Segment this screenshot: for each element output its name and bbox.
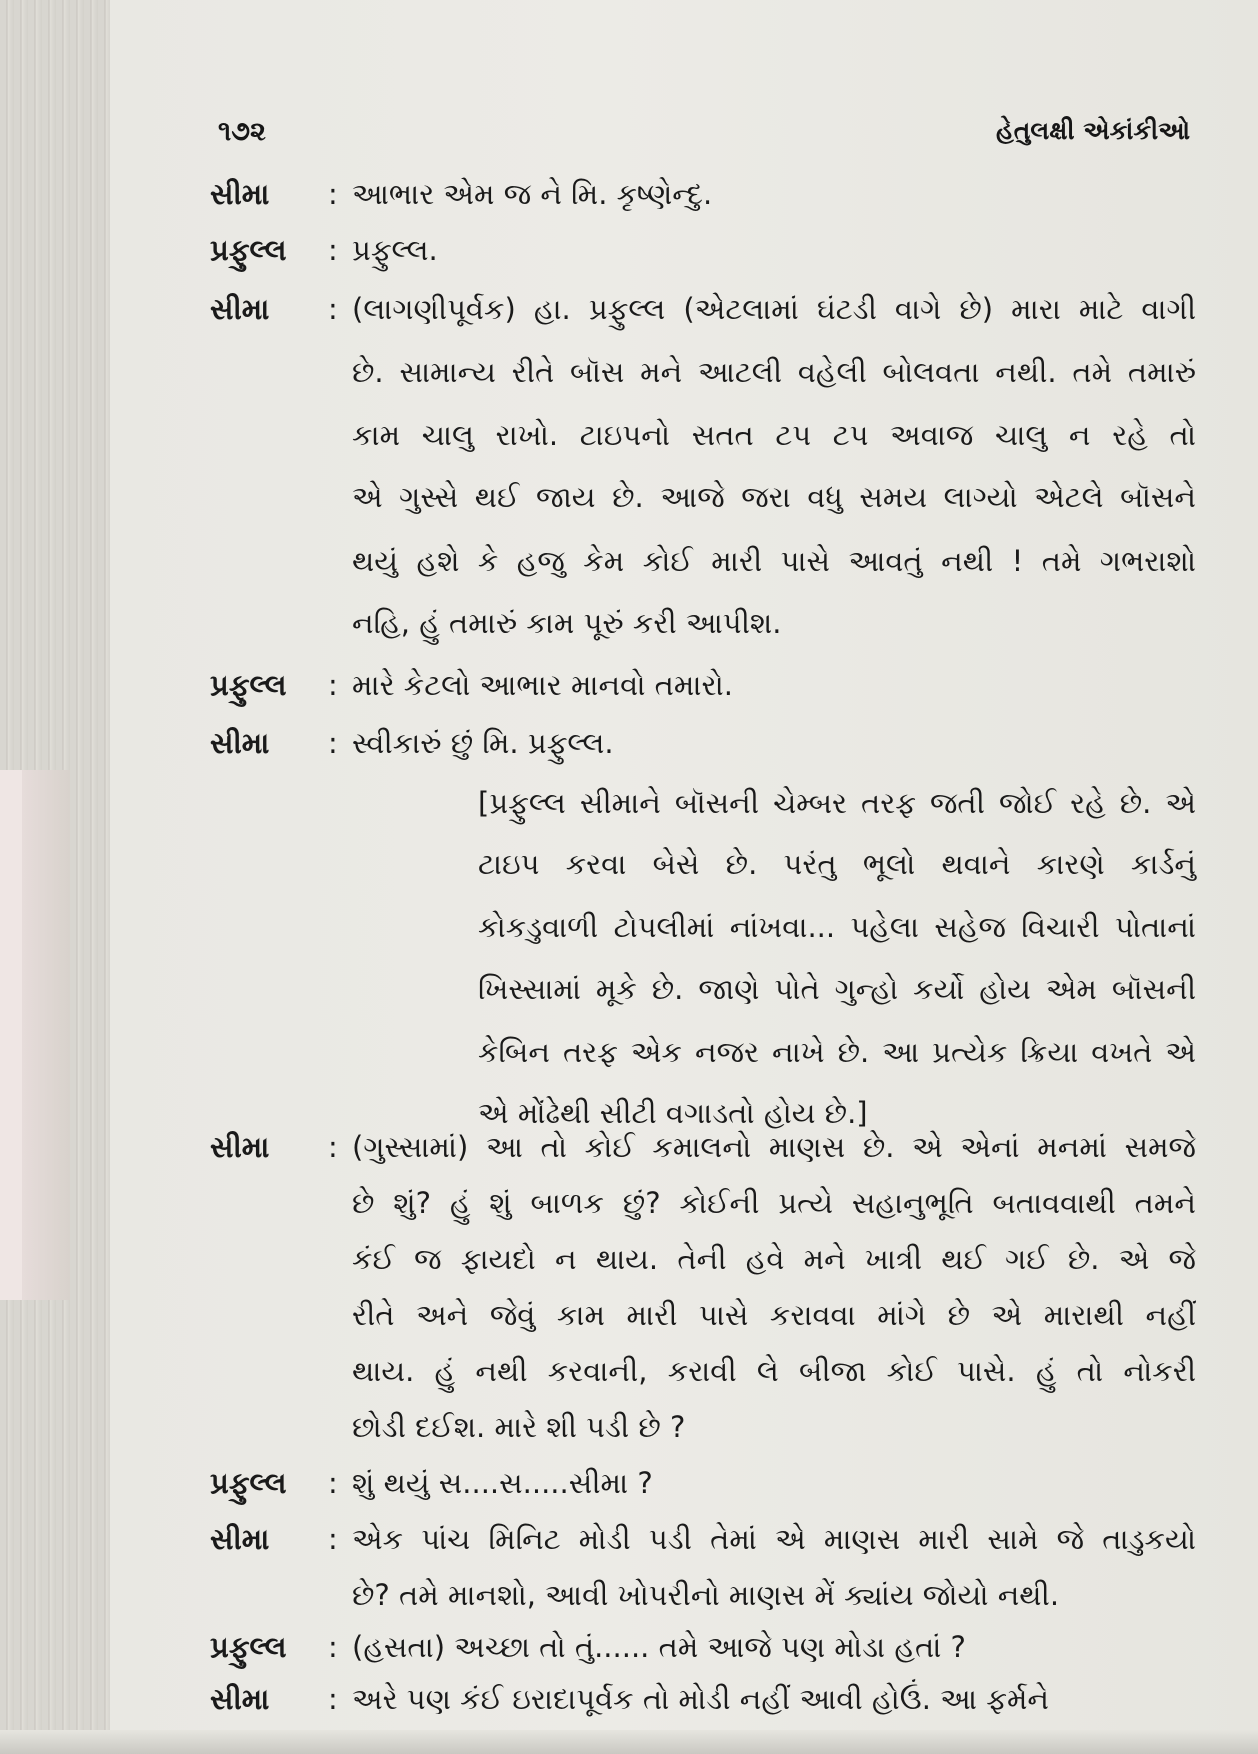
speaker-name: પ્રફુલ્લ xyxy=(210,233,287,267)
speaker-name: સીમા xyxy=(210,1682,270,1716)
speaker-name: સીમા xyxy=(210,726,270,760)
dialogue-text: અરે પણ કંઈ ઇરાદાપૂર્વક તો મોડી નહીં આવી હોઉં. આ ફર્મને xyxy=(352,1682,1050,1716)
speaker-colon: : xyxy=(328,1630,338,1664)
speaker-colon: : xyxy=(328,1466,338,1500)
dialogue-text: (લાગણીપૂર્વક) હા. પ્રફુલ્લ (એટલામાં ઘંટડી વાગે છે) મારા માટે વાગી xyxy=(352,292,1196,326)
dialogue-line xyxy=(210,1682,1196,1732)
dialogue-text: પ્રફુલ્લ. xyxy=(352,233,438,267)
speaker-name: સીમા xyxy=(210,1130,270,1164)
speaker-name: સીમા xyxy=(210,177,270,211)
dialogue-line xyxy=(210,668,1196,718)
dialogue-continuation: એ ગુસ્સે થઈ જાય છે. આજે જરા વધુ સમય લાગ્યો એટલે બૉસને xyxy=(352,480,1196,514)
dialogue-text: મારે કેટલો આભાર માનવો તમારો. xyxy=(352,668,733,702)
dialogue-continuation: છે? તમે માનશો, આવી ખોપરીનો માણસ મેં ક્યાંય જોયો નથી. xyxy=(352,1578,1060,1612)
speaker-colon: : xyxy=(328,292,338,326)
dialogue-line xyxy=(210,1130,1196,1180)
page-number: ૧૭૨ xyxy=(218,116,266,147)
speaker-name: સીમા xyxy=(210,292,270,326)
stage-direction: ખિસ્સામાં મૂકે છે. જાણે પોતે ગુન્હો કર્યો હોય એમ બૉસની xyxy=(478,972,1196,1006)
speaker-colon: : xyxy=(328,726,338,760)
page-header xyxy=(218,116,1190,156)
dialogue-text: એક પાંચ મિનિટ મોડી પડી તેમાં એ માણસ મારી સામે જે તાડુકયો xyxy=(352,1522,1196,1556)
dialogue-line xyxy=(210,233,1196,283)
dialogue-continuation: છે. સામાન્ય રીતે બૉસ મને આટલી વહેલી બોલવતા નથી. તમે તમારું xyxy=(352,355,1196,389)
speaker-name: પ્રફુલ્લ xyxy=(210,668,287,702)
stage-direction: [પ્રફુલ્લ સીમાને બૉસની ચેમ્બર તરફ જતી જોઈ રહે છે. એ xyxy=(478,786,1196,820)
page-edge-tab-shadow xyxy=(22,770,70,1300)
dialogue-continuation: કામ ચાલુ રાખો. ટાઇપનો સતત ટપ ટપ અવાજ ચાલુ ન રહે તો xyxy=(352,418,1196,452)
speaker-name: પ્રફુલ્લ xyxy=(210,1630,287,1664)
dialogue-line xyxy=(210,292,1196,342)
dialogue-line xyxy=(210,1466,1196,1516)
speaker-colon: : xyxy=(328,1682,338,1716)
dialogue-continuation: છે શું? હું શું બાળક છું? કોઈની પ્રત્યે સહાનુભૂતિ બતાવવાથી તમને xyxy=(352,1186,1196,1220)
dialogue-text: સ્વીકારું છું મિ. પ્રફુલ્લ. xyxy=(352,726,614,760)
speaker-name: સીમા xyxy=(210,1522,270,1556)
dialogue-line xyxy=(210,1630,1196,1680)
speaker-name: પ્રફુલ્લ xyxy=(210,1466,287,1500)
dialogue-text: આભાર એમ જ ને મિ. કૃષ્ણેન્દુ. xyxy=(352,177,713,211)
dialogue-text: (ગુસ્સામાં) આ તો કોઈ કમાલનો માણસ છે. એ એનાં મનમાં સમજે xyxy=(352,1130,1196,1164)
dialogue-continuation: છોડી દઈશ. મારે શી પડી છે ? xyxy=(352,1410,686,1444)
speaker-colon: : xyxy=(328,177,338,211)
dialogue-text: શું થયું સ....સ.....સીમા ? xyxy=(352,1466,653,1500)
page-bottom-edge xyxy=(0,1730,1258,1754)
page-edge-tab xyxy=(0,770,22,1300)
dialogue-line xyxy=(210,1522,1196,1572)
dialogue-text: (હસતા) અચ્છા તો તું...... તમે આજે પણ મોડા હતાં ? xyxy=(352,1630,966,1664)
speaker-colon: : xyxy=(328,233,338,267)
stage-direction: કોકડુવાળી ટોપલીમાં નાંખવા... પહેલા સહેજ વિચારી પોતાનાં xyxy=(478,910,1196,944)
running-title: હેતુલક્ષી એકાંકીઓ xyxy=(995,116,1190,145)
speaker-colon: : xyxy=(328,668,338,702)
dialogue-continuation: થાય. હું નથી કરવાની, કરાવી લે બીજા કોઈ પાસે. હું તો નોકરી xyxy=(352,1354,1196,1388)
stage-direction: ટાઇપ કરવા બેસે છે. પરંતુ ભૂલો થવાને કારણે કાર્ડનું xyxy=(478,847,1196,881)
dialogue-continuation: કંઈ જ ફાયદો ન થાય. તેની હવે મને ખાત્રી થઈ ગઈ છે. એ જે xyxy=(352,1242,1196,1276)
speaker-colon: : xyxy=(328,1130,338,1164)
dialogue-continuation: રીતે અને જેવું કામ મારી પાસે કરાવવા માંગે છે એ મારાથી નહીં xyxy=(352,1298,1196,1332)
speaker-colon: : xyxy=(328,1522,338,1556)
dialogue-line xyxy=(210,726,1196,776)
stage-direction: એ મોંઢેથી સીટી વગાડતો હોય છે.] xyxy=(478,1096,868,1130)
dialogue-line xyxy=(210,177,1196,227)
stage-direction: કેબિન તરફ એક નજર નાખે છે. આ પ્રત્યેક ક્રિયા વખતે એ xyxy=(478,1035,1196,1069)
dialogue-continuation: નહિ, હું તમારું કામ પૂરું કરી આપીશ. xyxy=(352,606,782,640)
dialogue-continuation: થયું હશે કે હજુ કેમ કોઈ મારી પાસે આવતું નથી ! તમે ગભરાશો xyxy=(352,544,1196,578)
